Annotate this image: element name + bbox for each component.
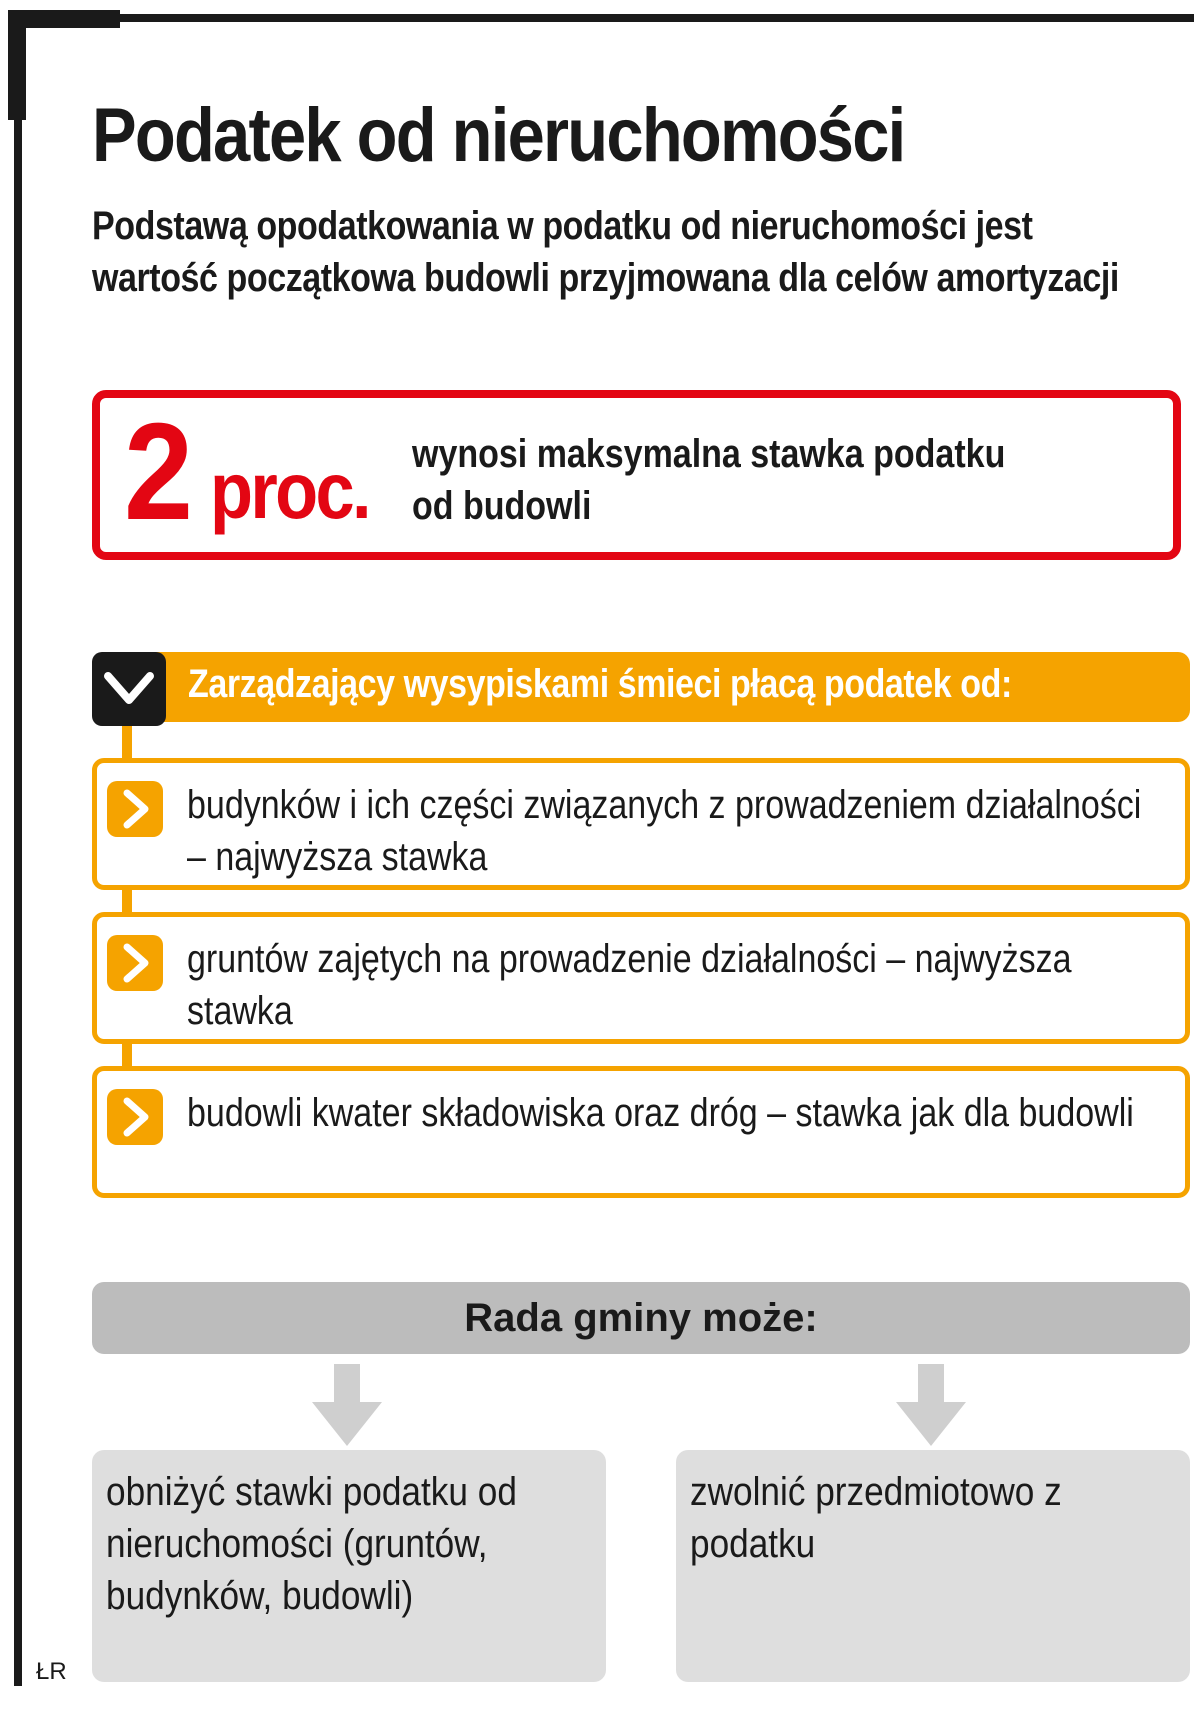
subtitle: Podstawą opodatkowania w podatku od nieruchomości jest wartość początkowa budowli przyjmowana dla celów amortyzacji bbox=[92, 204, 1119, 300]
max-rate-highlight-box bbox=[92, 390, 1181, 560]
frame-left-rule bbox=[14, 14, 22, 1686]
taxpayers-header-text: Zarządzający wysypiskami śmieci płacą podatek od: bbox=[188, 662, 1012, 706]
page-title: Podatek od nieruchomości bbox=[92, 93, 905, 178]
council-option-text: obniżyć stawki podatku od nieruchomości (gruntów, budynków, budowli) bbox=[106, 1470, 517, 1618]
council-option-text: zwolnić przedmiotowo z podatku bbox=[690, 1470, 1062, 1566]
chevron-right-icon bbox=[107, 1089, 163, 1145]
council-header-bar bbox=[92, 1282, 1190, 1354]
arrow-down-icon bbox=[312, 1364, 382, 1446]
max-rate-description: wynosi maksymalna stawka podatku od budowli bbox=[412, 432, 1006, 528]
taxpayer-item-text: budowli kwater składowiska oraz dróg – stawka jak dla budowli bbox=[187, 1091, 1134, 1135]
frame-top-rule bbox=[14, 14, 1194, 22]
chevron-right-icon bbox=[107, 781, 163, 837]
council-option-reduce-rates bbox=[92, 1450, 606, 1682]
taxpayer-item-buildings bbox=[92, 758, 1190, 890]
taxpayer-item-land bbox=[92, 912, 1190, 1044]
taxpayers-header bbox=[92, 652, 1190, 722]
taxpayer-item-text: gruntów zajętych na prowadzenie działalności – najwyższa stawka bbox=[187, 937, 1072, 1033]
chevron-right-icon bbox=[107, 935, 163, 991]
council-header-text: Rada gminy może: bbox=[464, 1296, 818, 1340]
frame-corner-tab-vertical bbox=[8, 10, 26, 120]
max-rate-number: 2 bbox=[124, 395, 190, 549]
taxpayer-item-structures bbox=[92, 1066, 1190, 1198]
arrow-down-icon bbox=[896, 1364, 966, 1446]
checkmark-icon bbox=[92, 652, 166, 726]
taxpayer-item-text: budynków i ich części związanych z prowadzeniem działalności – najwyższa stawka bbox=[187, 783, 1142, 879]
council-option-exempt bbox=[676, 1450, 1190, 1682]
max-rate-unit: proc. bbox=[210, 446, 369, 535]
source-credit: ŁR bbox=[36, 1658, 67, 1685]
